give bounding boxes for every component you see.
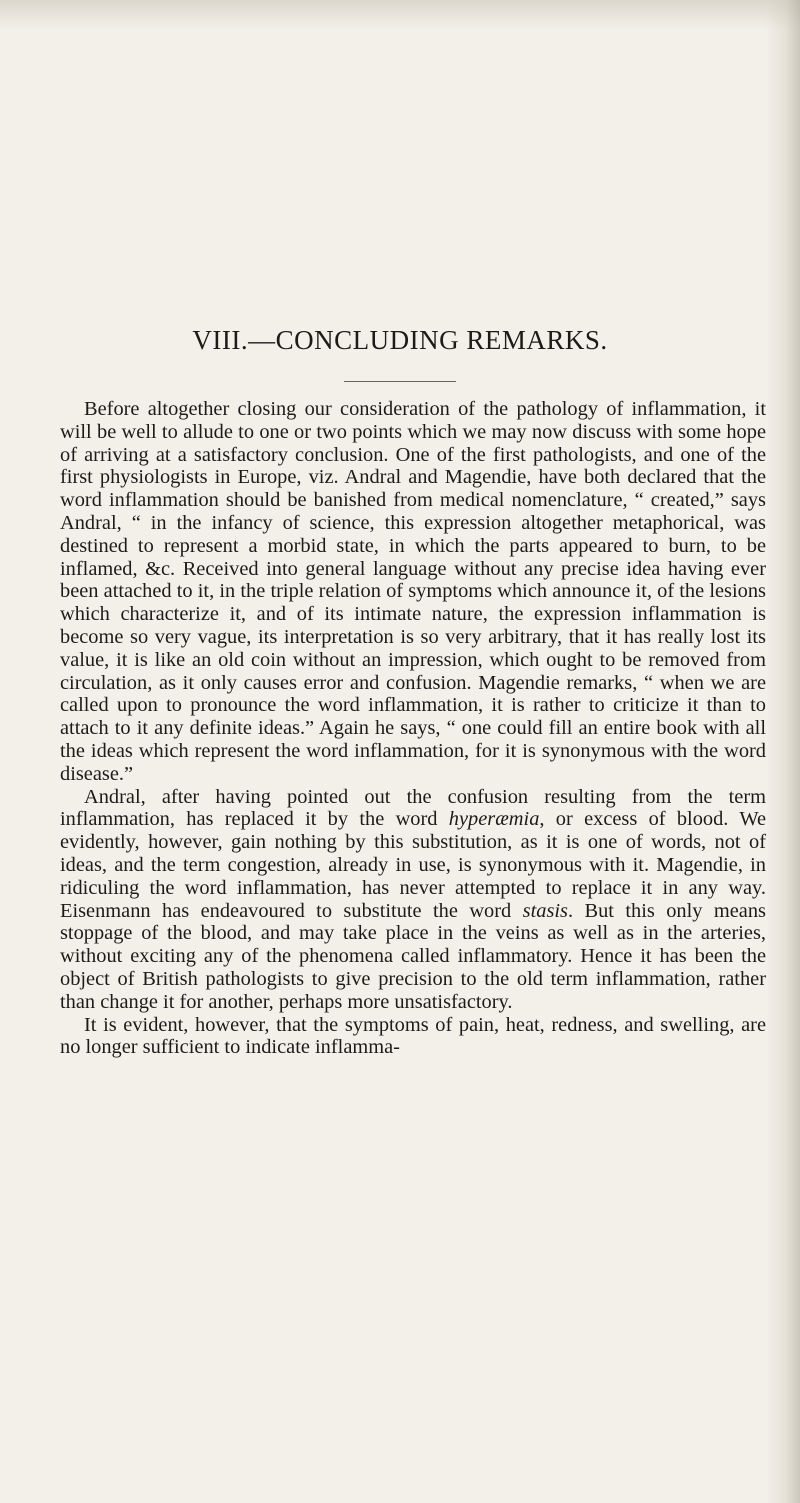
paragraph-3-text: It is evident, however, that the symptoms of pain, heat, redness, and swelling, are no longer sufficient to indicate inflamma- — [60, 1013, 766, 1059]
paragraph-2 — [60, 786, 766, 1014]
heading-rule — [344, 381, 456, 382]
paragraph-2-text-b: , or excess of blood. We evidently, however, gain nothing by this substitution, as it is one of words, not of ideas, and the term congestion, already in use, is synonymous with it. Magendie, in ridiculing the word inflammation, has never attempted to replace it in any way. Eisenmann has endeavoured to substitute the word — [60, 808, 766, 922]
paragraph-3 — [60, 1014, 766, 1060]
paragraph-1 — [60, 398, 766, 786]
page-edge-shadow-top — [0, 0, 800, 30]
paragraph-1-text: Before altogether closing our consideration of the pathology of inflammation, it will be well to allude to one or two points which we may now discuss with some hope of arriving at a satisfactory conclusion. One of the first pathologists, and one of the first physiologists in Europe, viz. Andral and Magendie, have both declared that the word inflammation should be banished from medical nomenclature, “ created,” says Andral, “ in the infancy of science, this expression altogether metaphorical, was destined to represent a morbid state, in which the parts appeared to burn, to be inflamed, &c. Received into general language without any precise idea having ever been attached to it, in the triple relation of symptoms which announce it, of the lesions which characterize it, and of its intimate nature, the expression inflammation is become so very vague, its interpretation is so very arbitrary, that it has really lost its value, it is like an old coin without an impression, which ought to be removed from circulation, as it only causes error and confusion. Magendie remarks, “ when we are called upon to pronounce the word inflammation, it is rather to criticize it than to attach to it any definite ideas.” Again he says, “ one could fill an entire book with all the ideas which represent the word inflammation, for it is synonymous with the word disease.” — [60, 398, 766, 785]
term-stasis: stasis — [522, 899, 568, 922]
term-hyperaemia: hyperæmia — [448, 808, 540, 831]
section-heading: VIII.—CONCLUDING REMARKS. — [192, 325, 608, 355]
page-edge-shadow-right — [766, 0, 800, 1503]
paragraph-2-text-c: . But this only means stoppage of the blood, and may take place in the veins as well as in the arteries, without exciting any of the phenomena called inflammatory. Hence it has been the object of British pathologists to give precision to the old term inflammation, rather than change it for another, perhaps more unsatisfactory. — [60, 899, 766, 1013]
body-text — [60, 398, 766, 1059]
paragraph-2-text-a: Andral, after having pointed out the confusion resulting from the term inflammation, has replaced it by the word — [60, 785, 766, 831]
